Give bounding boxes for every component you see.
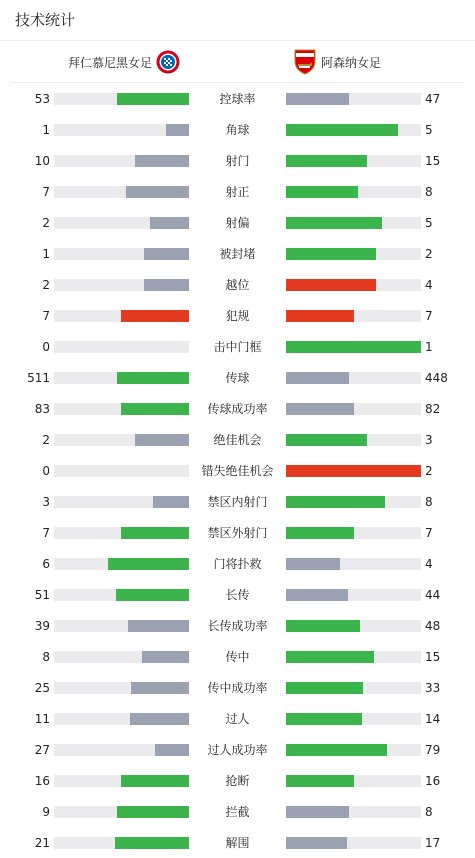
stat-row [0, 114, 475, 145]
home-stat-value: 27 [34, 743, 50, 757]
home-stat-value: 21 [34, 836, 50, 850]
home-stat-bar [54, 651, 189, 663]
away-stat-bar [286, 124, 421, 136]
home-stat-value: 2 [42, 216, 50, 230]
away-stat-bar-fill [286, 403, 354, 415]
away-stat-bar [286, 403, 421, 415]
away-stat-bar-fill [286, 155, 367, 167]
stat-label: 错失绝佳机会 [201, 464, 274, 478]
home-stat-bar [54, 713, 189, 725]
home-stat-value: 53 [34, 92, 50, 106]
home-stat-bar [54, 620, 189, 632]
away-stat-bar [286, 93, 421, 105]
stat-row [0, 238, 475, 269]
team-header [10, 41, 465, 83]
stat-label: 击中门框 [213, 340, 262, 354]
home-stat-bar [54, 217, 189, 229]
stat-row [0, 703, 475, 734]
home-team-name: 拜仁慕尼黑女足 [67, 55, 152, 70]
away-stat-value: 3 [425, 433, 433, 447]
stat-row [0, 83, 475, 114]
section-title: 技术统计 [0, 0, 475, 41]
away-team[interactable] [293, 49, 381, 75]
away-stat-bar-fill [286, 341, 421, 353]
away-stat-value: 47 [425, 92, 441, 106]
away-stat-bar [286, 744, 421, 756]
stat-row [0, 610, 475, 641]
away-stat-value: 5 [425, 216, 433, 230]
stat-label: 射门 [225, 154, 250, 168]
stat-label: 传球 [225, 371, 250, 385]
away-stat-bar-fill [286, 837, 347, 849]
away-stat-bar-fill [286, 217, 382, 229]
stat-label: 过人 [225, 712, 250, 726]
home-stat-value: 0 [42, 464, 50, 478]
home-stat-value: 8 [42, 650, 50, 664]
away-stat-value: 8 [425, 185, 433, 199]
away-stat-bar-fill [286, 589, 348, 601]
home-stat-value: 1 [42, 123, 50, 137]
away-stat-bar [286, 465, 421, 477]
away-stat-value: 17 [425, 836, 441, 850]
away-stat-bar-fill [286, 372, 349, 384]
home-stat-bar-fill [121, 527, 189, 539]
home-stat-bar-fill [144, 248, 189, 260]
home-stat-value: 7 [42, 526, 50, 540]
away-stat-value: 2 [425, 247, 433, 261]
away-stat-bar-fill [286, 651, 374, 663]
home-stat-bar [54, 186, 189, 198]
home-stat-value: 7 [42, 309, 50, 323]
stat-label: 长传 [225, 588, 250, 602]
stat-label: 射正 [225, 185, 250, 199]
stat-label: 长传成功率 [207, 619, 268, 633]
home-stat-bar [54, 372, 189, 384]
home-stat-bar-fill [166, 124, 189, 136]
home-stat-bar [54, 310, 189, 322]
stat-row [0, 827, 475, 858]
home-stat-value: 1 [42, 247, 50, 261]
stat-label: 越位 [225, 278, 250, 292]
stat-label: 射偏 [225, 216, 250, 230]
stat-label: 拦截 [225, 805, 250, 819]
home-stat-bar-fill [135, 434, 189, 446]
home-stat-bar [54, 496, 189, 508]
home-stat-value: 2 [42, 278, 50, 292]
stat-label: 门将扑救 [213, 557, 262, 571]
away-stat-bar [286, 620, 421, 632]
stat-label: 解围 [225, 836, 250, 850]
away-stat-value: 5 [425, 123, 433, 137]
home-stat-value: 3 [42, 495, 50, 509]
away-stat-value: 15 [425, 650, 441, 664]
away-stat-bar [286, 682, 421, 694]
home-stat-bar [54, 589, 189, 601]
home-stat-value: 511 [27, 371, 50, 385]
home-stat-bar [54, 279, 189, 291]
stat-label: 被封堵 [219, 247, 256, 261]
stat-label: 传中 [225, 650, 250, 664]
home-stat-value: 9 [42, 805, 50, 819]
away-stat-bar [286, 217, 421, 229]
away-stat-bar-fill [286, 279, 376, 291]
home-stat-bar-fill [121, 775, 189, 787]
away-stat-bar [286, 434, 421, 446]
home-stat-value: 11 [34, 712, 50, 726]
away-stat-bar-fill [286, 620, 360, 632]
home-stat-value: 0 [42, 340, 50, 354]
home-stat-bar-fill [142, 651, 189, 663]
home-stat-bar-fill [128, 620, 189, 632]
home-stat-bar-fill [108, 558, 189, 570]
away-stat-value: 16 [425, 774, 441, 788]
home-stat-bar [54, 837, 189, 849]
away-stat-bar [286, 806, 421, 818]
stat-label: 传中成功率 [207, 681, 268, 695]
away-stat-bar-fill [286, 775, 354, 787]
home-stat-bar-fill [130, 713, 189, 725]
home-stat-bar-fill [117, 806, 189, 818]
away-stat-bar [286, 186, 421, 198]
home-stat-value: 6 [42, 557, 50, 571]
home-stat-bar [54, 744, 189, 756]
home-stat-bar-fill [121, 403, 189, 415]
away-stat-bar-fill [286, 713, 362, 725]
home-stat-value: 10 [34, 154, 50, 168]
stats-list [0, 83, 475, 858]
home-stat-bar-fill [121, 310, 189, 322]
home-stat-bar-fill [155, 744, 189, 756]
away-stat-bar [286, 496, 421, 508]
stat-row [0, 455, 475, 486]
home-stat-bar-fill [131, 682, 189, 694]
home-stat-bar-fill [153, 496, 189, 508]
stat-row [0, 393, 475, 424]
away-stat-bar-fill [286, 496, 385, 508]
away-stat-bar-fill [286, 682, 363, 694]
home-stat-bar-fill [150, 217, 189, 229]
stat-row [0, 300, 475, 331]
stat-label: 绝佳机会 [213, 433, 262, 447]
away-stat-bar-fill [286, 124, 398, 136]
stat-label: 过人成功率 [207, 743, 268, 757]
away-stat-bar [286, 713, 421, 725]
stat-row [0, 269, 475, 300]
away-stat-bar-fill [286, 527, 354, 539]
home-stat-bar [54, 403, 189, 415]
stat-row [0, 641, 475, 672]
home-stat-bar [54, 527, 189, 539]
stat-row [0, 796, 475, 827]
away-stat-value: 8 [425, 495, 433, 509]
away-stat-bar-fill [286, 558, 340, 570]
home-stat-value: 16 [34, 774, 50, 788]
arsenal-crest-icon [293, 49, 317, 75]
away-stat-bar [286, 775, 421, 787]
away-stat-value: 44 [425, 588, 441, 602]
bayern-munich-crest-icon [156, 49, 180, 75]
away-stat-value: 8 [425, 805, 433, 819]
stat-label: 犯规 [225, 309, 250, 323]
stat-row [0, 579, 475, 610]
away-stat-bar-fill [286, 310, 354, 322]
away-stat-bar-fill [286, 434, 367, 446]
stat-row [0, 145, 475, 176]
home-stat-bar [54, 434, 189, 446]
home-stat-bar [54, 775, 189, 787]
home-stat-bar-fill [116, 589, 189, 601]
home-stat-value: 83 [34, 402, 50, 416]
stat-label: 抢断 [225, 774, 250, 788]
stat-label: 传球成功率 [207, 402, 268, 416]
away-stat-bar [286, 837, 421, 849]
home-stat-bar-fill [144, 279, 189, 291]
stat-row [0, 486, 475, 517]
stat-row [0, 765, 475, 796]
away-stat-value: 15 [425, 154, 441, 168]
stat-row [0, 362, 475, 393]
home-stat-bar-fill [135, 155, 189, 167]
home-stat-bar [54, 248, 189, 260]
away-stat-value: 4 [425, 557, 433, 571]
home-stat-bar [54, 558, 189, 570]
stat-row [0, 176, 475, 207]
stat-row [0, 207, 475, 238]
away-stat-bar-fill [286, 186, 358, 198]
away-stat-value: 14 [425, 712, 441, 726]
away-stat-value: 33 [425, 681, 441, 695]
home-stat-bar-fill [126, 186, 189, 198]
away-stat-value: 79 [425, 743, 441, 757]
away-stat-bar [286, 279, 421, 291]
away-stat-bar [286, 651, 421, 663]
away-stat-bar [286, 558, 421, 570]
home-stat-value: 51 [34, 588, 50, 602]
away-stat-bar-fill [286, 744, 387, 756]
away-stat-bar-fill [286, 248, 376, 260]
home-stat-bar [54, 93, 189, 105]
home-stat-bar [54, 341, 189, 353]
away-stat-bar-fill [286, 465, 421, 477]
stat-label: 禁区内射门 [207, 495, 268, 509]
away-stat-bar-fill [286, 93, 349, 105]
away-stat-value: 7 [425, 309, 433, 323]
home-stat-bar-fill [117, 93, 189, 105]
away-stat-bar [286, 155, 421, 167]
away-stat-value: 1 [425, 340, 433, 354]
stat-row [0, 672, 475, 703]
away-stat-bar [286, 372, 421, 384]
home-stat-bar [54, 465, 189, 477]
away-stat-value: 82 [425, 402, 441, 416]
away-team-name: 阿森纳女足 [321, 55, 382, 70]
home-stat-value: 39 [34, 619, 50, 633]
away-stat-value: 4 [425, 278, 433, 292]
home-stat-bar-fill [117, 372, 189, 384]
stat-row [0, 424, 475, 455]
home-stat-value: 2 [42, 433, 50, 447]
away-stat-value: 48 [425, 619, 441, 633]
stat-label: 禁区外射门 [207, 526, 268, 540]
stat-label: 角球 [225, 123, 250, 137]
away-stat-bar [286, 589, 421, 601]
away-stat-value: 448 [425, 371, 448, 385]
stat-row [0, 548, 475, 579]
home-team[interactable] [68, 49, 180, 75]
home-stat-bar-fill [115, 837, 189, 849]
away-stat-value: 2 [425, 464, 433, 478]
home-stat-bar [54, 682, 189, 694]
away-stat-bar-fill [286, 806, 349, 818]
away-stat-bar [286, 527, 421, 539]
stat-label: 控球率 [219, 92, 256, 106]
home-stat-bar [54, 806, 189, 818]
home-stat-value: 7 [42, 185, 50, 199]
home-stat-bar [54, 155, 189, 167]
away-stat-bar [286, 341, 421, 353]
stat-row [0, 517, 475, 548]
away-stat-value: 7 [425, 526, 433, 540]
home-stat-bar [54, 124, 189, 136]
away-stat-bar [286, 248, 421, 260]
stat-row [0, 331, 475, 362]
away-stat-bar [286, 310, 421, 322]
home-stat-value: 25 [34, 681, 50, 695]
stat-row [0, 734, 475, 765]
